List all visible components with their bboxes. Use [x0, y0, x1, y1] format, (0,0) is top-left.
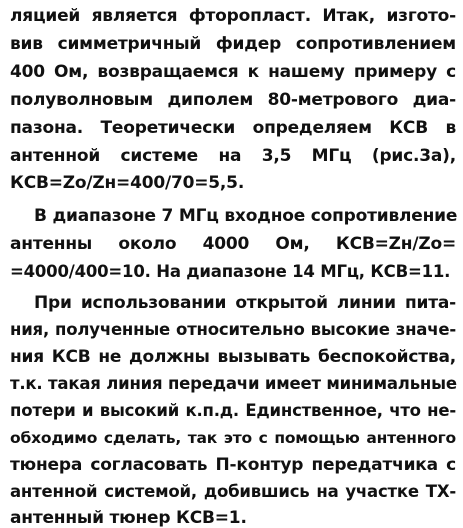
text-line: антенной системе на 3,5 МГц (рис.3а),: [10, 146, 456, 166]
text-line: антенны около 4000 Ом, КСВ=Zн/Zo=: [10, 234, 456, 254]
text-line: В диапазоне 7 МГц входное сопротивление: [34, 206, 458, 226]
text-line: антенной системой, добившись на участке ТХ-: [10, 482, 456, 501]
text-line: обходимо сделать, так это с помощью антенного: [10, 429, 456, 447]
text-line: полуволновым диполем 80-метрового диа-: [10, 90, 456, 110]
text-line: потери и высокий к.п.д. Единственное, что не-: [10, 401, 456, 420]
text-line: пазона. Теоретически определяем КСВ в: [10, 118, 456, 138]
text-line: ния КСВ не должны вызывать беспокойства,: [10, 347, 456, 367]
text-line: ния, полученные относительно высокие значе-: [10, 320, 456, 339]
text-line: антенный тюнер КСВ=1.: [10, 508, 247, 528]
text-line: тюнера согласовать П-контур передатчика с: [10, 455, 456, 475]
text-line: 400 Ом, возвращаемся к нашему примеру с: [10, 62, 456, 82]
text-line: т.к. такая линия передачи имеет минимальные: [10, 374, 457, 393]
text-line: При использовании открытой линии пита-: [34, 293, 456, 313]
text-line: ляцией является фторопласт. Итак, изгото-: [10, 6, 456, 26]
text-line: КСВ=Zo/Zн=400/70=5,5.: [10, 173, 245, 193]
text-line: =4000/400=10. На диапазоне 14 МГц, КСВ=11.: [10, 262, 451, 281]
text-line: вив симметричный фидер сопротивлением: [10, 34, 456, 54]
